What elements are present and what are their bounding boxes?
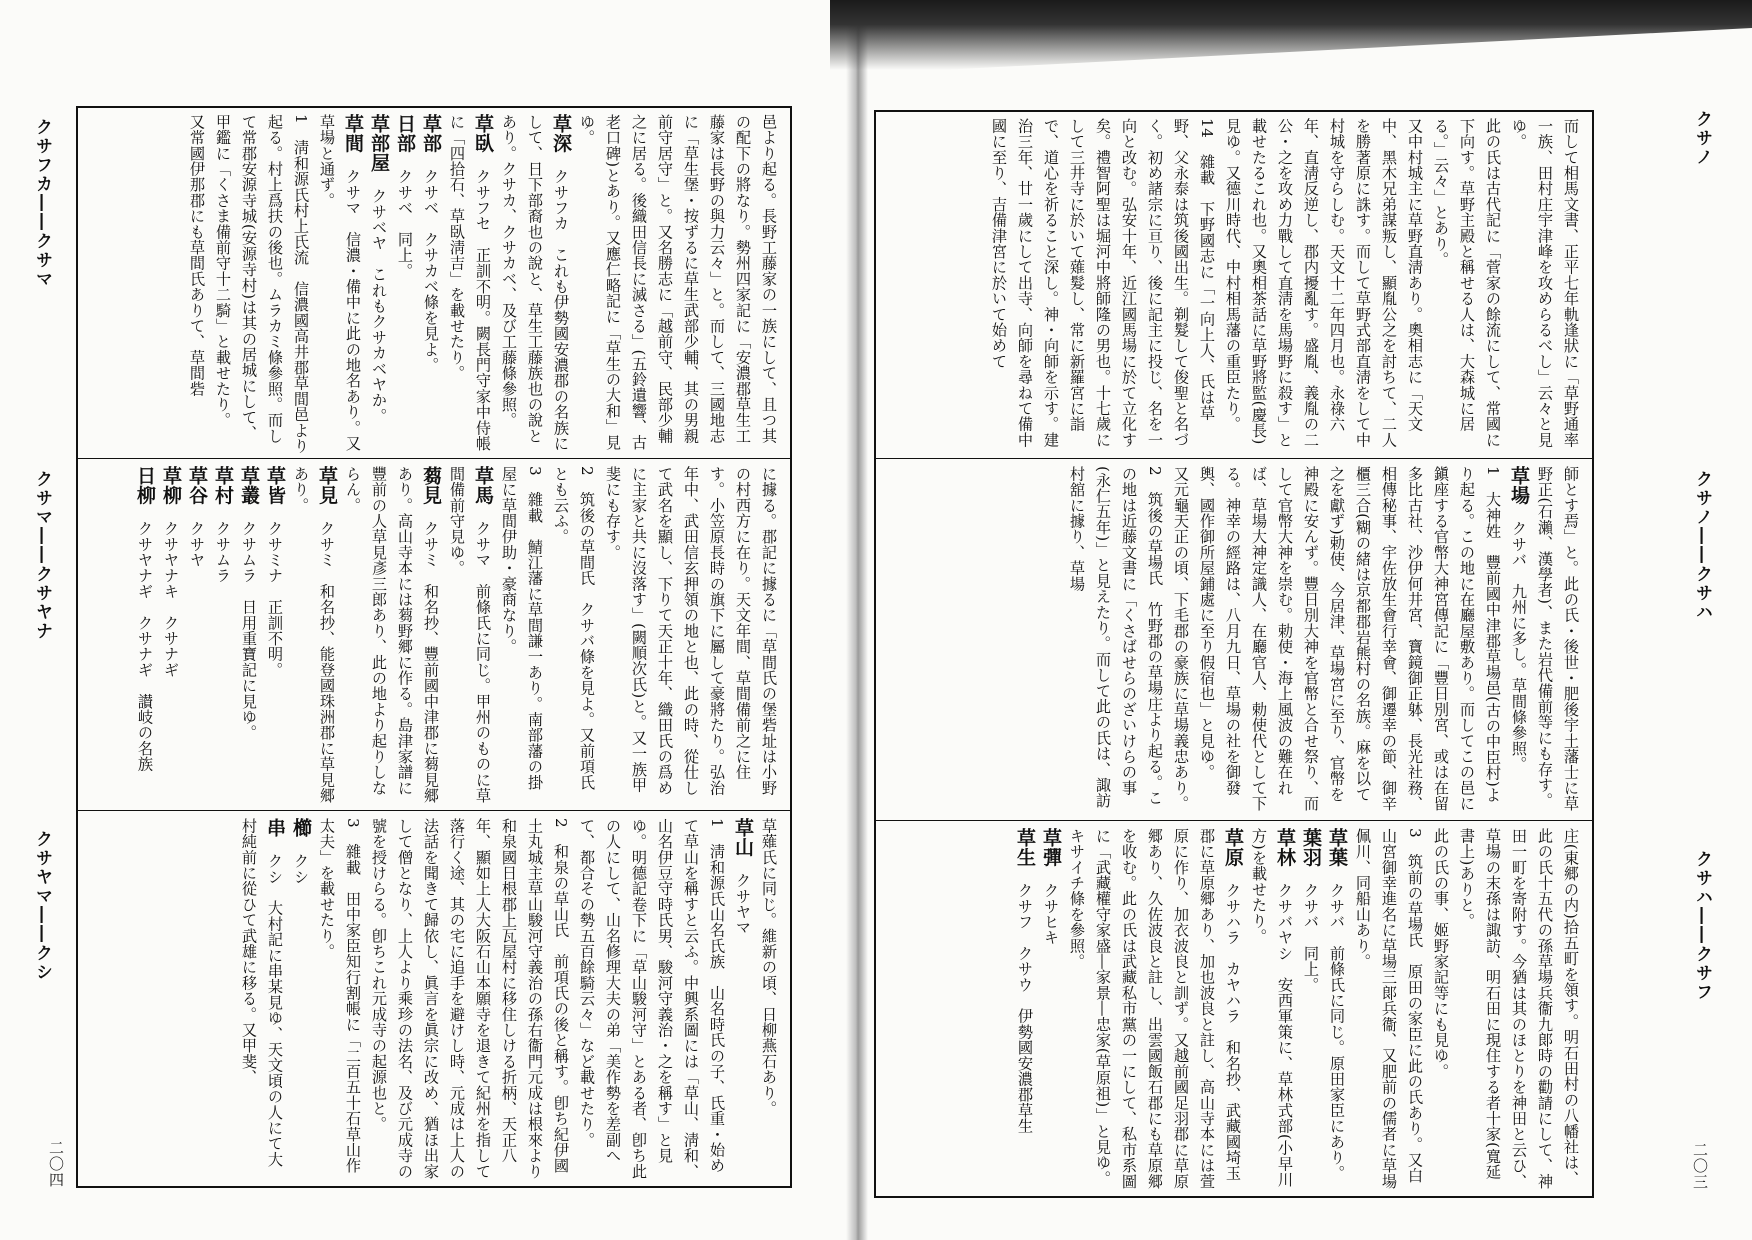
entry-body: クシ 大村記に串某見ゆ、天文頃の人にて大村純前に從ひて武雄に移る。又甲斐、 [240,818,284,1168]
right-text-frame [874,110,1594,1198]
running-head-left-bottom: クサヤマ――クシ [32,830,52,982]
entry-body: クサヤナギ クサナギ 讃岐の名族 [136,505,154,772]
entry-headword: 蒭見 [420,466,442,505]
entry-headword: 串 [264,818,286,838]
dictionary-entry [1324,828,1350,1192]
left-text-frame [76,106,792,1188]
left-top-section [86,114,782,454]
dictionary-entry: 又常國伊那郡にも草間氏ありて、草間砦 [188,114,206,397]
dictionary-entry [288,466,340,804]
entry-body: クサマ 前條氏に同じ。甲州のものに草間備前守見ゆ。 [448,466,492,804]
dictionary-entry [262,466,288,804]
entry-body: クサヤナキ クサナギ [162,505,180,678]
entry-body: クシ [292,837,310,885]
dictionary-entry [314,114,366,454]
entry-headword: 草原 [1222,828,1244,867]
entry-headword: 草葉 [1326,828,1348,867]
dictionary-entry [730,818,756,1182]
entry-body: クサマ 信濃・備中に此の地名あり。又草場と通ず。 [318,114,362,452]
dictionary-entry [444,466,496,804]
entry-headword: 草林 [1274,828,1296,867]
running-head-right-middle: クサノ――クサハ [1692,470,1712,622]
entry-body: クサベ 同上。 [396,153,414,279]
entry-headword: 草馬 [472,466,494,505]
entry-body: クサベ クサカベ條を見よ。 [422,153,440,373]
entry-body: クサミナ 正訓不明。 [266,505,284,678]
entry-headword: 草臥 [472,114,494,153]
dictionary-entry [132,466,158,804]
page-number-left: 二〇四 [47,1140,65,1188]
entry-headword: 草叢 [238,466,260,505]
entry-body: クサバ 前條氏に同じ。原田家臣にあり。 [1328,867,1346,1181]
dictionary-entry: 2 和泉の草山氏 前項氏の後と稱す。卽ち紀伊國土丸城主草山駿河守義治の孫右衞門元成は根來より和泉國日根郡上瓦屋村に移住しける折柄、天正八年、顯如上人大阪石山本願寺を退きて紀州を指して落行く途、其の宅に追手を避けし時、元成は上人の法話を聞きて歸依し、眞言を眞宗に改め、猶ほ出家して僧となり、上人より乘珍の法名、及び元成寺の號を授けらる。卽ちこれ元成寺の起源也と。 [370,818,570,1180]
entry-headword: 草場 [1508,466,1530,505]
dictionary-entry [340,466,444,804]
entry-body: クサバ 同上。 [1302,867,1320,993]
dictionary-entry: 2 筑後の草間氏 クサバ條を見よ。又前項氏とも云ふ。 [552,466,596,791]
dictionary-entry: 而して相馬文書、正平七年軌逢狀に「草野通率一族、田村庄宇津峰を攻めらるべし」云々と見ゆ。 [1510,118,1580,448]
entry-body: クサフセ 正訓不明。闕長門守家中侍帳に「四拾石、草臥淸吉」を載せたり。 [448,114,492,452]
dictionary-entry: 邑より起る。長野工藤家の一族にして、且つ其の配下の將なり。勢州四家記に「安濃郡草生工藤家は長野の與力云々」と。而して、三國地志に「草生堡・按ずるに草生武部少輔、其の男親前守居守」と。又名勝志に「越前守、民部少輔之に居る。後織田信長に滅さる」(五鈴遺響、古老口碑)とあり。又應仁略記に「草生の大和」見ゆ。 [578,114,778,451]
dictionary-entry [236,818,288,1182]
entry-headword: 草山 [732,818,754,857]
dictionary-entry: 又中村城主に草野直淸あり。奧相志に「天文中、黑木兄弟謀叛し、顯胤公之を討ちて、二人を勝著原に誅す。而して草野式部直淸をして中村城を守らしむ。天文十二年四月也。永祿六年、直淸反逆し、郡内擾亂す。盛胤、義胤の二公・之を攻め力戰して直淸を馬場野に殺す」と載せたるこれ也。又奧相茶話に草野將監(慶長)見ゆ。又德川時代、中村相馬藩の重臣たり。 [1224,118,1424,448]
entry-headword: 日柳 [134,466,156,505]
entry-headword: 草間 [342,114,364,153]
dictionary-entry: に據る。郡記に據るに「草間氏の堡砦址は小野の村西方に在り。天文年間、草間備前之に住す。小笠原長時の旗下に屬して豪將たり。弘治年中、武田信玄押領の地と也、此の時、從仕して武名を顯し、下りて天正十年、織田氏の爲めに主家と共に沒落す」(闕順次氏)と。又一族甲斐にも存す。 [604,466,778,796]
dictionary-entry [236,466,262,804]
dictionary-entry [184,466,210,804]
entry-body: クサハラ カヤハラ 和名抄、武藏國埼玉郡に草原郷あり、加也波良と註し、高山寺本には萱原に作り、加衣波良と訓ず。又越前國足羽郡に草原郷あり、久佐波良と註し、出雲國飯石郡にも草原郷を收む。此の氏は武藏私市黨の一にして、私市系圖に「武藏權守家盛―家景―忠家(草原祖)」と見ゆ。キサイチ條を參照。 [1068,828,1242,1190]
book-gutter [846,0,868,1240]
dictionary-entry [1298,828,1324,1192]
dictionary-entry: 此の氏は古代記に「菅家の餘流にして、常國に下向す。草野主殿と稱せる人は、大森城に居る。」云々」とあり。 [1432,118,1502,448]
dictionary-entry [444,114,496,454]
entry-headword: 草生 [1014,828,1036,867]
left-middle-section [86,466,782,804]
dictionary-entry [210,466,236,804]
entry-body: クサミ 和名抄、豐前國中津郡に蒭見郷あり。高山寺本には蒭野郷に作る。島津家譜に豐前の人草見彥三郎あり、此の地より起りしならん。 [344,466,440,804]
entry-body: クサムラ 日用重寶記に見ゆ。 [240,505,258,741]
entry-body: クサヒキ [1042,867,1060,946]
dictionary-entry: 1 淸和源氏山名氏族 山名時氏の子、氏重・始めて草山を稱すと云ふ。中興系圖には「草山、淸和、山名伊豆守時氏男、駿河守義治・之を稱す」と見ゆ。明德記卷下に「草山駿河守」とある者、卽ち此の人にして、山名修理大夫の弟「美作勢を差副へて、都合その勢五百餘騎云々」など載せたり。 [578,818,726,1180]
entry-headword: 日部 [394,114,416,153]
entry-body: クサフカ これも伊勢國安濃郡の名族にして、日下部裔也の說と、草生工藤族也の說とあり。クサカ、クサカベ、及び工藤條參照。 [500,114,570,452]
entry-headword: 草谷 [186,466,208,505]
entry-body: クサベヤ これもクサカベヤか。 [370,172,388,424]
entry-headword: 草部 [420,114,442,153]
entry-headword: 草皆 [264,466,286,505]
dictionary-entry: 3 雜載 鯖江藩に草間謙一あり。南部藩の掛屋に草間伊助・豪商なり。 [500,466,544,791]
page-number-right: 二〇三 [1691,1142,1709,1190]
dictionary-entry: 1 大神姓 豐前國中津郡草場邑(古の中臣村)より起る。この地に在廳屋敷あり。而してこの邑に鎭座する官幣大神宮傳記に「豐日別宮、或は在留多比古社、沙伊何井宮、寶鏡御正躰、長光社務、相傳秘事、宇佐放生會行幸會、御遷幸の節、御辛櫃三合(糊の緒は京都郡岩熊村の名族。麻を以て之を獻ず)勅使、今居津、草場宮に至り、官幣を神殿に安んず。豐日別大神を官幣と合せ祭り、而して官幣大神を崇む。勅使・海上風波の難在れば、草場大神定識人、在廳官人、勅使代として下る。神幸の經路は、八月九日、草場の社を御發輿、國作御所屋鋪處に至り假宿也」と見ゆ。 [1198,466,1502,812]
dictionary-entry [288,818,314,1182]
entry-body: クサヤ [188,505,206,568]
entry-headword: 草村 [212,466,234,505]
dictionary-entry [1246,828,1298,1192]
entry-body: クサムラ [214,505,232,584]
right-middle-section [884,466,1584,814]
dictionary-entry: 3 筑前の草場氏 原田の家臣に此の氏あり。又白山宮御幸進名に草場三郞兵衞、又肥前の儒者に草場佩川、同船山あり。 [1354,828,1424,1190]
section-divider [78,458,790,459]
dictionary-entry: 又元龜天正の頃、下毛郡の豪族に草場義忠あり。 [1172,466,1190,812]
running-head-left-top: クサフカ――クサマ [32,118,52,289]
dictionary-entry: 2 筑後の草場氏 竹野郡の草場庄より起る。この地は近藤文書に「くさばせらのざいけらの事(永仁五年)」と見えたり。而して此の氏は、諏訪村舘に據り、草場 [1068,466,1164,809]
dictionary-entry: 庄(東郷の内)拾五町を領す。明石田村の八幡社は、此の氏十五代の孫草場兵衞九郞時の勸請にして、神田一町を寄附す。今猶は其のほとりを神田と云ひ、草場の末孫は諏訪、明石田に現住する者十家(寬延書上)ありと。 [1458,828,1580,1190]
entry-headword: 草柳 [160,466,182,505]
right-top-section [884,118,1584,452]
entry-body: クサフ クサウ 伊勢國安濃郡草生 [1016,867,1034,1134]
entry-headword: 草彈 [1040,828,1062,867]
entry-headword: 草見 [316,466,338,505]
dictionary-entry: 3 雜載 田中家臣知行割帳に「二百五十石草山作太夫」を載せたり。 [318,818,362,1174]
dictionary-entry [158,466,184,804]
dictionary-entry [1506,466,1532,814]
entry-headword: 櫛 [290,818,312,838]
dictionary-entry [1012,828,1038,1192]
entry-headword: 葉羽 [1300,828,1322,867]
dictionary-entry [1038,828,1064,1192]
right-bottom-section [884,828,1584,1192]
dictionary-entry [1064,828,1246,1192]
entry-body: クサバヤシ 安西軍策に、草林式部(小早川方)を載せたり。 [1250,828,1294,1188]
dictionary-entry: 此の氏の事、姬野家記等にも見ゆ。 [1432,828,1450,1080]
dictionary-entry: 師とす焉」と。此の氏・後世・肥後宇土藩士に草野正(石瀨、漢學者)、また岩代備前等にも存す。 [1536,466,1580,812]
dictionary-entry: 1 淸和源氏村上氏流 信濃國高井郡草間邑より起る。村上爲扶の後也。ムラカミ條參照。而して常郡安源寺城(安源寺村)は其の居城にして、甲鑑に「くさま備前守十二騎」と載せたり。 [214,114,310,454]
dictionary-entry [366,114,392,454]
running-head-right-top: クサノ [1692,110,1712,167]
entry-headword: 草部屋 [368,114,390,173]
left-bottom-section [86,818,782,1182]
dictionary-entry: 14 雜載 下野國志に「一向上人、氏は草野、父永泰は筑後國出生。剃髮して俊聖と名づく。初め諸宗に亘り、後に記主に投じ、名を一向と改む。弘安十年、近江國馬場に於て立化す矣。禮智阿聖は堀河中將師隆の男也。十七歲にして三井寺に於いて薙髮し、常に新羅宮に詣で、道心を祈ること深し。神・向師を示す。建治三年、廿一歲にして出寺、向師を尋ねて備中國に至り、吉備津宮に於いて始めて [990,118,1216,448]
dictionary-entry: 草薙氏に同じ。維新の頃、日柳燕石あり。 [760,818,778,1117]
entry-body: クサヤマ [734,857,752,936]
dictionary-entry [392,114,418,454]
dictionary-entry [418,114,444,454]
running-head-left-middle: クサマ――クサヤナ [32,470,52,641]
entry-body: クサバ 九州に多し。草間條參照。 [1510,505,1528,772]
section-divider [876,458,1592,459]
section-divider [876,820,1592,821]
entry-body: クサミ 和名抄、能登國珠洲郡に草見郷あり。 [292,466,336,804]
section-divider [78,810,790,811]
running-head-right-bottom: クサハ――クサフ [1692,850,1712,1002]
dictionary-entry [496,114,574,454]
entry-headword: 草深 [550,114,572,153]
